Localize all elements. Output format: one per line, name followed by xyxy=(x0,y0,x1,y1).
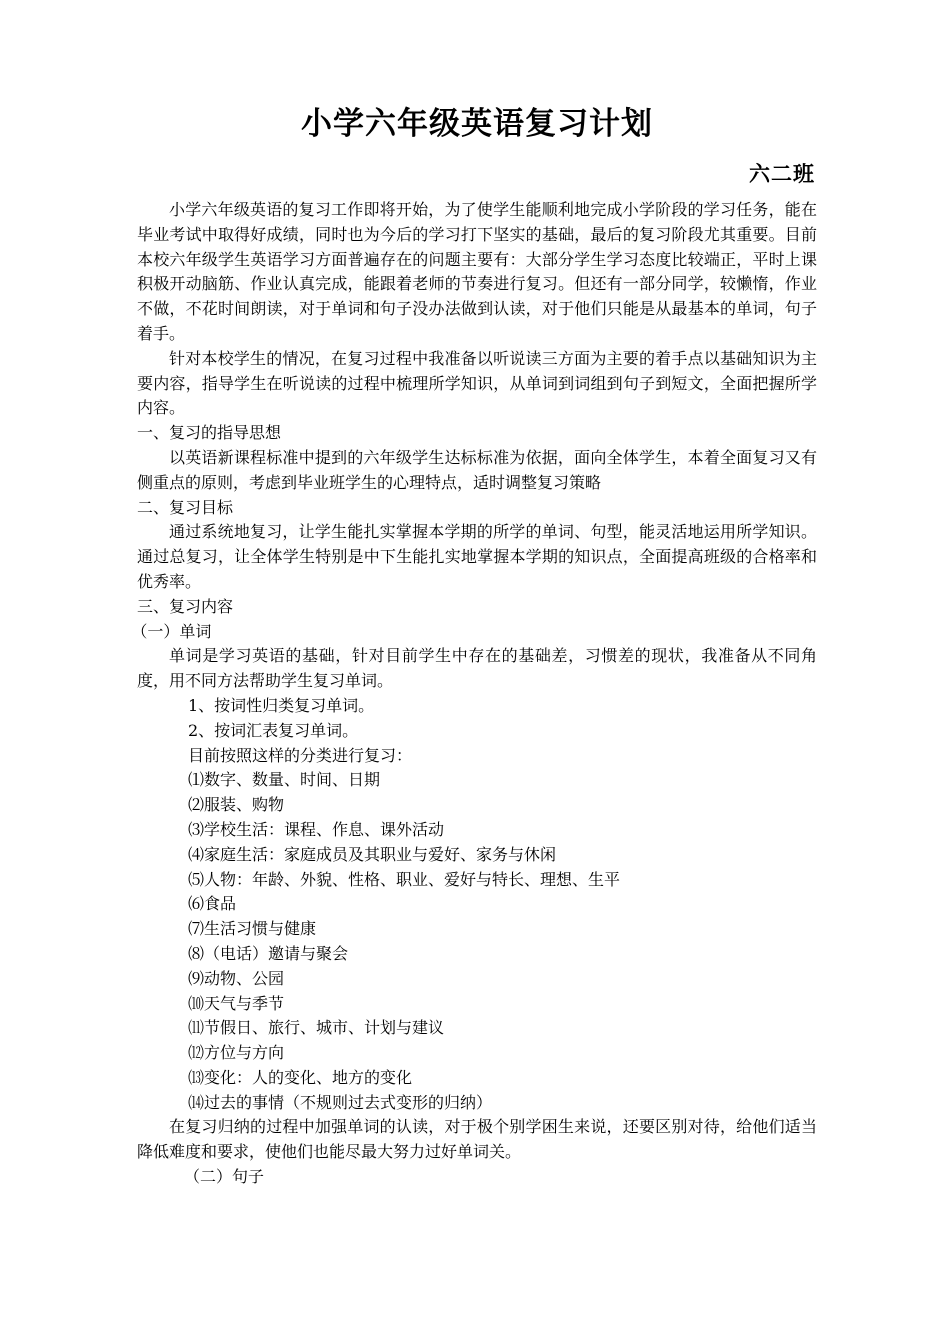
document-body xyxy=(131,198,817,1190)
document-title: 小学六年级英语复习计划 xyxy=(301,106,653,142)
intro-paragraph: 针对本校学生的情况，在复习过程中我准备以听说读三方面为主要的着手点以基础知识为主要内容，指导学生在听说读的过程中梳理所学知识，从单词到词组到句子到短文，全面把握所学内容。 xyxy=(137,348,817,418)
category-item: ⑵服装、购物 xyxy=(188,795,285,815)
categories-intro: 目前按照这样的分类进行复习： xyxy=(188,745,413,765)
section-text-guiding-ideology: 以英语新课程标准中提到的六年级学生达标标准为依据，面向全体学生，本着全面复习又有侧重点的原则，考虑到毕业班学生的心理特点，适时调整复习策略 xyxy=(137,447,817,492)
section-text-review-goals: 通过系统地复习，让学生能扎实掌握本学期的所学的单词、句型，能灵活地运用所学知识。通过总复习，让全体学生特别是中下生能扎实地掌握本学期的知识点，全面提高班级的合格率和优秀率。 xyxy=(137,522,817,591)
category-item: ⑽天气与季节 xyxy=(188,993,285,1013)
category-item: ⑷家庭生活：家庭成员及其职业与爱好、家务与休闲 xyxy=(188,844,557,864)
class-name: 六二班 xyxy=(749,161,815,186)
subsection-closing-vocabulary: 在复习归纳的过程中加强单词的认读，对于极个别学困生来说，还要区别对待，给他们适当降低难度和要求，使他们也能尽最大努力过好单词关。 xyxy=(137,1117,817,1162)
category-item: ⑸人物：年龄、外貌、性格、职业、爱好与特长、理想、生平 xyxy=(188,869,621,889)
section-heading-guiding-ideology: 一、复习的指导思想 xyxy=(137,423,282,443)
subsection-heading-sentences: （二）句子 xyxy=(184,1167,265,1187)
method-item: 2、按词汇表复习单词。 xyxy=(188,720,359,740)
category-item: ⑹食品 xyxy=(188,894,237,914)
category-item: ⑿方位与方向 xyxy=(188,1043,285,1063)
category-item: ⑻（电话）邀请与聚会 xyxy=(188,943,349,963)
category-item: ⑺生活习惯与健康 xyxy=(188,919,317,939)
section-heading-review-content: 三、复习内容 xyxy=(137,596,234,616)
category-item: ⑾节假日、旅行、城市、计划与建议 xyxy=(188,1018,445,1038)
subsection-text-vocabulary: 单词是学习英语的基础，针对目前学生中存在的基础差，习惯差的现状，我准备从不同角度，用不同方法帮助学生复习单词。 xyxy=(137,646,817,691)
category-item: ⑴数字、数量、时间、日期 xyxy=(188,770,381,790)
method-item: 1、按词性归类复习单词。 xyxy=(188,695,375,715)
intro-paragraph: 小学六年级英语的复习工作即将开始，为了使学生能顺利地完成小学阶段的学习任务，能在毕业考试中取得好成绩，同时也为今后的学习打下坚实的基础，最后的复习阶段尤其重要。目前本校六年级学生英语学习方面普遍存在的问题主要有：大部分学生学习态度比较端正，平时上课积极开动脑筋、作业认真完成，能跟着老师的节奏进行复习。但还有一部分同学，较懒惰，作业不做，不花时间朗读，对于单词和句子没办法做到认读，对于他们只能是从最基本的单词，句子着手。 xyxy=(137,200,817,343)
section-heading-review-goals: 二、复习目标 xyxy=(137,497,234,517)
document-page xyxy=(131,0,817,1344)
category-item: ⒁过去的事情（不规则过去式变形的归纳） xyxy=(188,1092,493,1112)
category-item: ⒀变化：人的变化、地方的变化 xyxy=(188,1067,413,1087)
subsection-heading-vocabulary: （一）单词 xyxy=(131,621,212,641)
category-item: ⑶学校生活：课程、作息、课外活动 xyxy=(188,819,445,839)
category-item: ⑼动物、公园 xyxy=(188,968,285,988)
